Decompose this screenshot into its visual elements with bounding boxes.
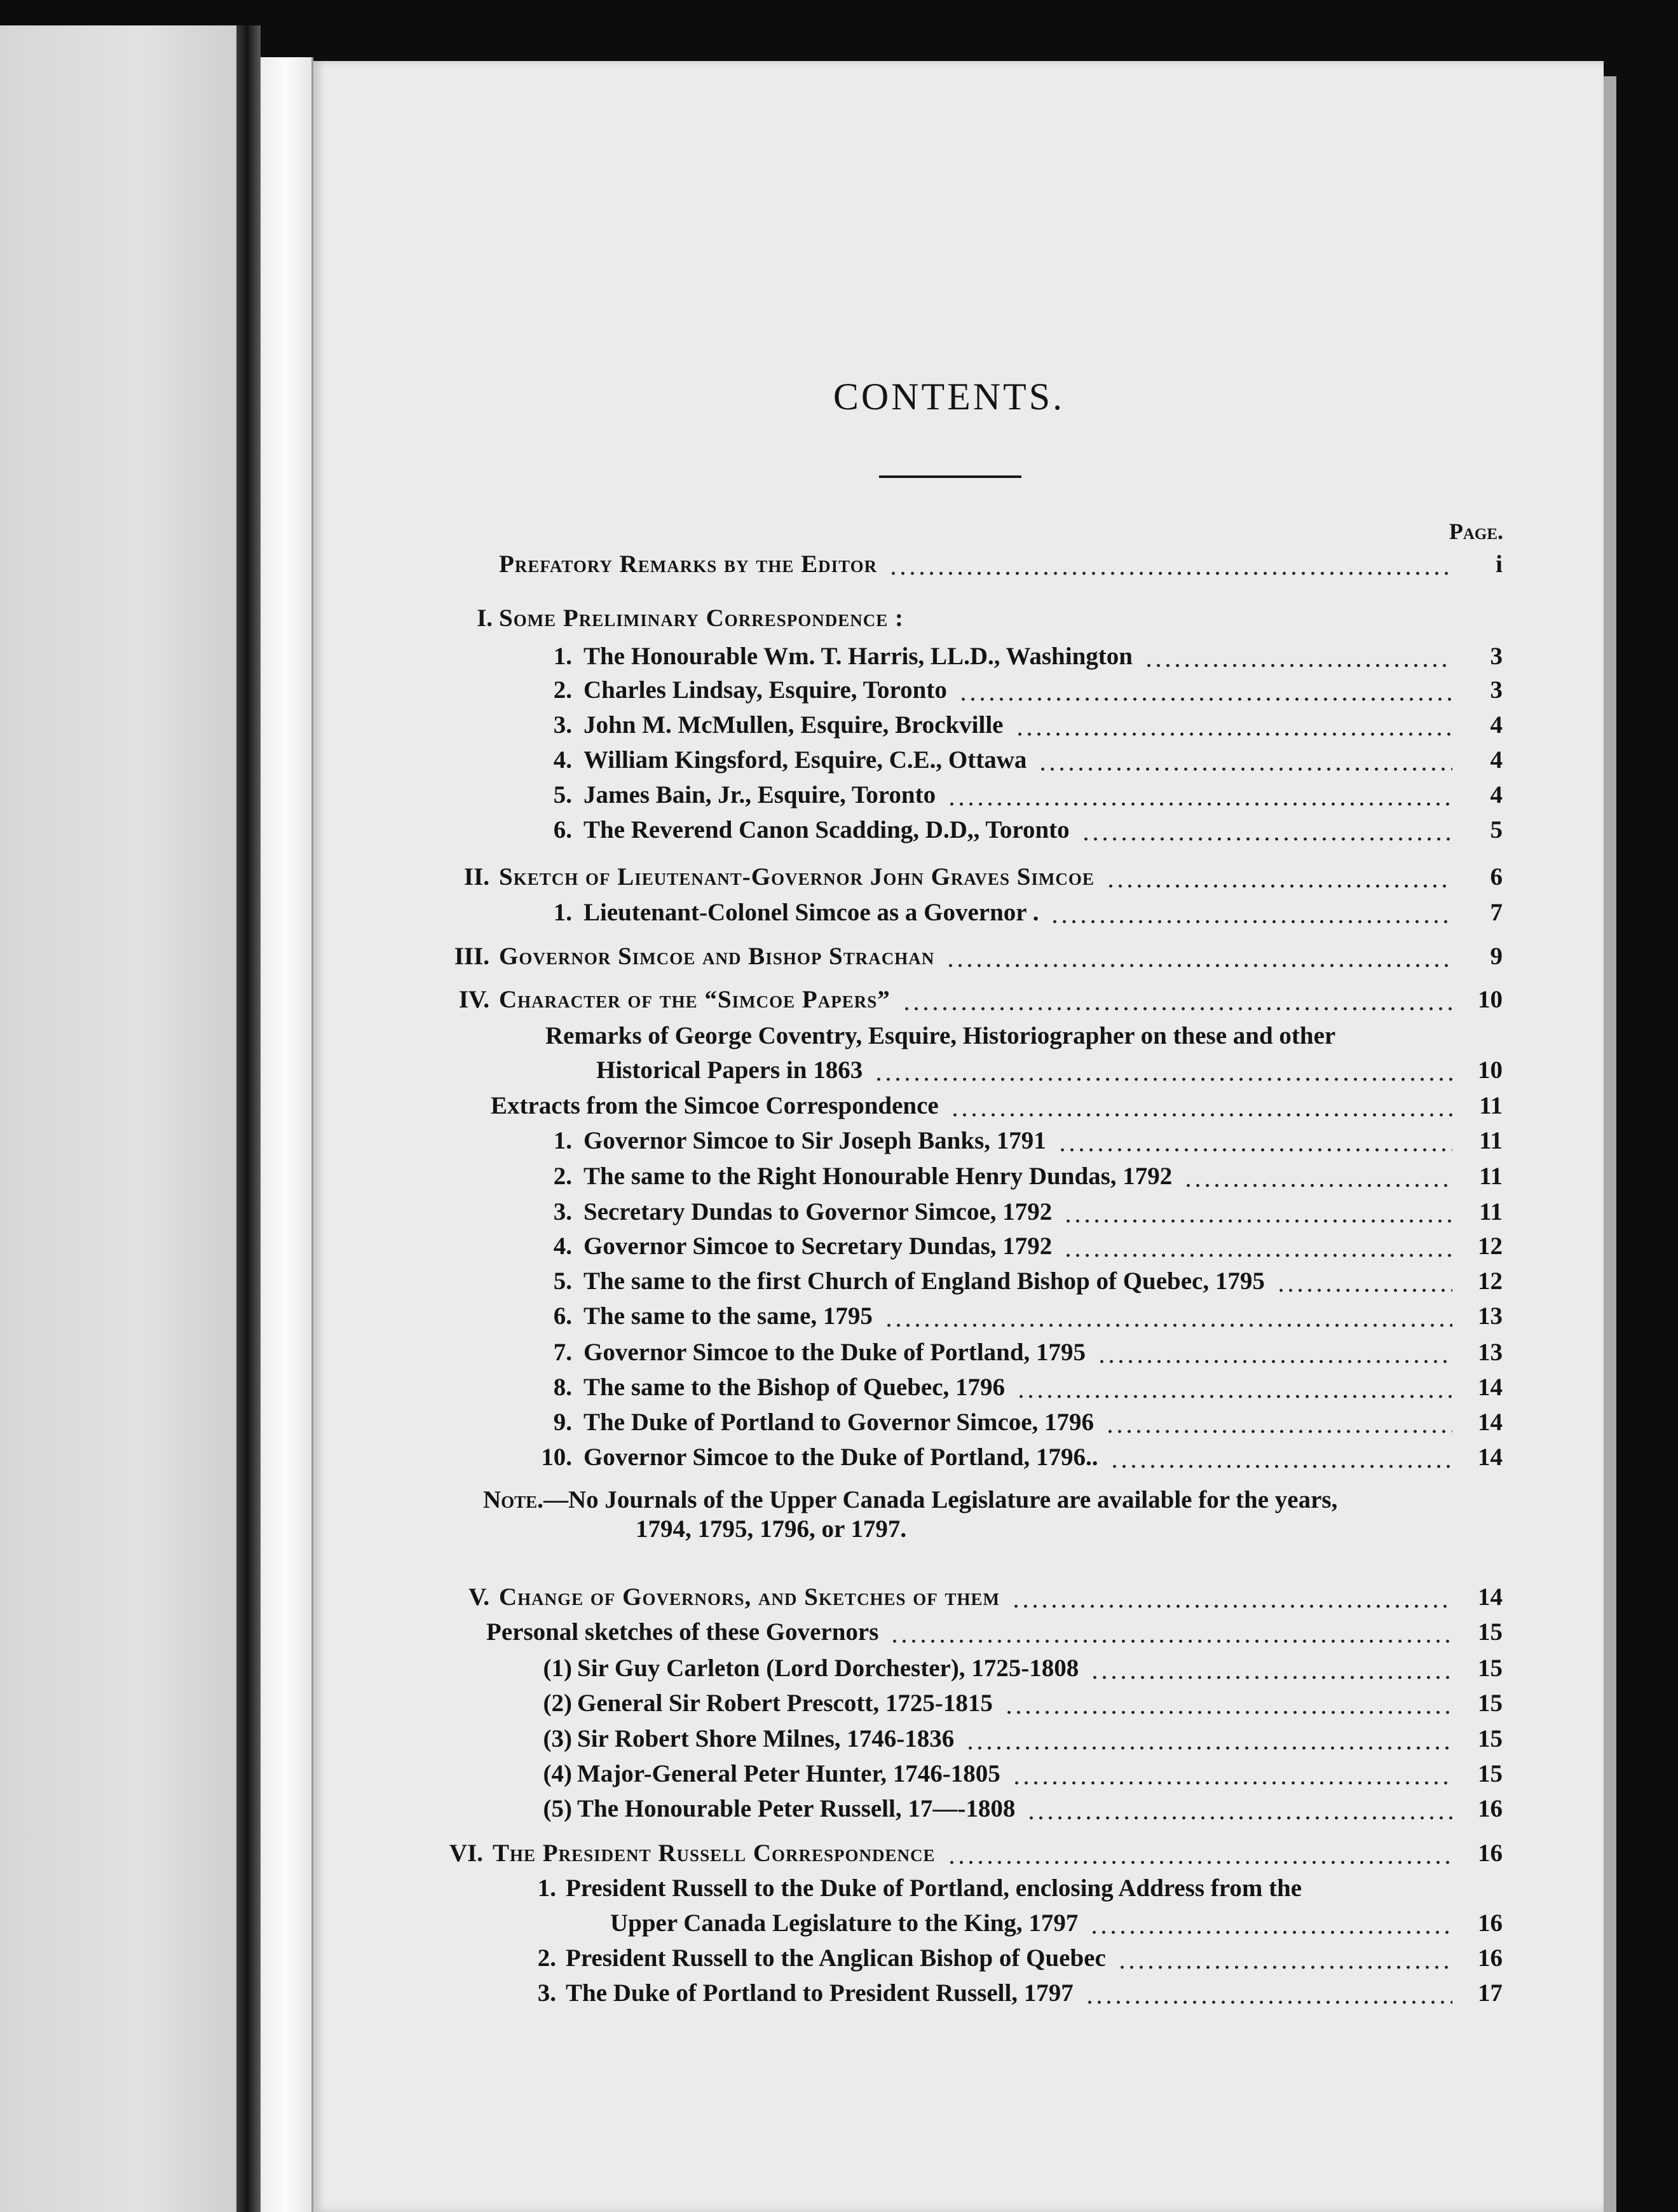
toc-entry bbox=[0, 1721, 1678, 1757]
toc-entry bbox=[0, 1405, 1678, 1440]
toc-entry bbox=[0, 1941, 1678, 1976]
toc-entry-title: The Duke of Portland to Governor Simcoe, 1796 bbox=[583, 1409, 1095, 1436]
toc-entry-page: 14 bbox=[1478, 1374, 1503, 1401]
toc-entry-page: 11 bbox=[1479, 1127, 1503, 1154]
toc-entry-number: V. bbox=[468, 1583, 489, 1611]
toc-entry-title: Change of Governors, and Sketches of them bbox=[499, 1583, 1000, 1611]
toc-entry-number: 7. bbox=[553, 1339, 572, 1366]
toc-entry bbox=[0, 777, 1678, 813]
toc-entry-number: 9. bbox=[553, 1409, 572, 1436]
toc-entry-number: 5. bbox=[553, 781, 572, 809]
dot-leader bbox=[946, 939, 1452, 974]
toc-entry bbox=[0, 1440, 1678, 1475]
toc-entry-page: 15 bbox=[1478, 1690, 1503, 1717]
toc-entry-number: 6. bbox=[553, 816, 572, 843]
toc-entry-number: (5) bbox=[543, 1795, 572, 1822]
title-rule bbox=[879, 475, 1021, 478]
toc-entry-page: 9 bbox=[1490, 943, 1503, 970]
toc-entry-number: 1. bbox=[553, 899, 572, 926]
toc-entry-title: Upper Canada Legislature to the King, 1797 bbox=[610, 1909, 1079, 1937]
note-label: Note. bbox=[483, 1486, 543, 1513]
toc-entry-number: 5. bbox=[553, 1267, 572, 1295]
toc-entry bbox=[0, 982, 1678, 1018]
toc-entry-number: II. bbox=[463, 863, 489, 891]
toc-entry bbox=[0, 742, 1678, 778]
dot-leader bbox=[1085, 1976, 1452, 2011]
toc-entry-title: Remarks of George Coventry, Esquire, Historiographer on these and other bbox=[545, 1022, 1336, 1049]
dot-leader bbox=[1106, 859, 1452, 895]
toc-entry-title: Sir Guy Carleton (Lord Dorchester), 1725-1808 bbox=[577, 1655, 1079, 1682]
toc-entry-number: 2. bbox=[553, 1163, 572, 1190]
toc-entry-title: Extracts from the Simcoe Correspondence bbox=[491, 1092, 939, 1119]
dot-leader bbox=[1276, 1264, 1452, 1299]
toc-entry-page: 16 bbox=[1478, 1840, 1503, 1867]
toc-entry-title: James Bain, Jr., Esquire, Toronto bbox=[583, 781, 936, 809]
dot-leader bbox=[1050, 895, 1452, 931]
dot-leader bbox=[1058, 1123, 1452, 1159]
toc-entry-page: 12 bbox=[1478, 1267, 1503, 1295]
toc-entry-title: Historical Papers in 1863 bbox=[596, 1056, 863, 1084]
toc-entry bbox=[0, 1580, 1678, 1615]
dot-leader bbox=[947, 777, 1452, 813]
toc-entry bbox=[0, 1906, 1678, 1941]
dot-leader bbox=[890, 1615, 1452, 1650]
toc-entry-title: Governor Simcoe and Bishop Strachan bbox=[499, 943, 935, 970]
toc-entry-page: 15 bbox=[1478, 1618, 1503, 1646]
dot-leader bbox=[1081, 812, 1452, 848]
toc-entry bbox=[0, 812, 1678, 848]
dot-leader bbox=[958, 672, 1452, 708]
toc-entry-page: 16 bbox=[1478, 1909, 1503, 1937]
toc-entry-title: Major-General Peter Hunter, 1746-1805 bbox=[577, 1760, 1000, 1787]
toc-entry-number: 3. bbox=[537, 1979, 556, 2007]
toc-entry-title: President Russell to the Duke of Portland, enclosing Address from the bbox=[566, 1874, 1302, 1902]
toc-entry-title: Personal sketches of these Governors bbox=[486, 1618, 879, 1646]
toc-entry bbox=[0, 1123, 1678, 1159]
toc-entry bbox=[0, 1836, 1678, 1871]
toc-entry-number: III. bbox=[454, 943, 489, 970]
toc-entry-page: 6 bbox=[1490, 863, 1503, 891]
dot-leader bbox=[1144, 639, 1452, 674]
toc-entry-title: Some Preliminary Correspondence : bbox=[499, 604, 904, 632]
toc-entry bbox=[0, 1335, 1678, 1370]
toc-entry bbox=[0, 639, 1678, 674]
toc-entry-number: 2. bbox=[537, 1944, 556, 1972]
toc-entry bbox=[0, 1194, 1678, 1230]
toc-entry-number: I. bbox=[477, 604, 493, 632]
toc-entry-page: 11 bbox=[1479, 1198, 1503, 1225]
toc-entry bbox=[0, 1053, 1678, 1088]
toc-entry-title: Prefatory Remarks by the Editor bbox=[499, 550, 878, 578]
toc-entry-title: President Russell to the Anglican Bishop of Quebec bbox=[566, 1944, 1106, 1972]
dot-leader bbox=[1027, 1791, 1452, 1827]
toc-entry-number: 3. bbox=[553, 1198, 572, 1225]
toc-entry bbox=[0, 1159, 1678, 1194]
toc-entry-title: Secretary Dundas to Governor Simcoe, 1792 bbox=[583, 1198, 1053, 1225]
toc-entry-page: 11 bbox=[1479, 1163, 1503, 1190]
toc-entry-title: The same to the Right Honourable Henry Dundas, 1792 bbox=[583, 1163, 1173, 1190]
toc-entry-number: (1) bbox=[543, 1655, 572, 1682]
dot-leader bbox=[1097, 1335, 1452, 1370]
toc-entry-page: 10 bbox=[1478, 986, 1503, 1013]
page-column-header: Page. bbox=[1449, 519, 1503, 544]
toc-entry-number: IV. bbox=[458, 986, 489, 1013]
toc-entry-title: Governor Simcoe to Secretary Dundas, 1792 bbox=[583, 1232, 1053, 1260]
toc-entry bbox=[0, 895, 1678, 931]
dot-leader bbox=[1012, 1756, 1452, 1792]
toc-entry-title: The Reverend Canon Scadding, D.D,, Toronto bbox=[583, 816, 1070, 843]
toc-entry-page: 15 bbox=[1478, 1760, 1503, 1787]
note-line-1: —No Journals of the Upper Canada Legislature are available for the years, bbox=[543, 1486, 1338, 1513]
toc-entry-number: 10. bbox=[541, 1444, 572, 1471]
toc-entry-page: 11 bbox=[1479, 1092, 1503, 1119]
toc-entry-title: William Kingsford, Esquire, C.E., Ottawa bbox=[583, 746, 1027, 774]
dot-leader bbox=[1015, 707, 1453, 743]
toc-entry bbox=[0, 1871, 1678, 1906]
toc-entry bbox=[0, 1018, 1678, 1054]
toc-entry-title: The Honourable Wm. T. Harris, LL.D., Washington bbox=[583, 643, 1133, 670]
toc-entry bbox=[0, 1976, 1678, 2011]
toc-entry-page: 16 bbox=[1478, 1944, 1503, 1972]
toc-entry-page: 14 bbox=[1478, 1409, 1503, 1436]
toc-entry-page: 16 bbox=[1478, 1795, 1503, 1822]
page-title: CONTENTS. bbox=[833, 376, 1065, 418]
toc-entry-page: 13 bbox=[1478, 1302, 1503, 1330]
dot-leader bbox=[1063, 1194, 1452, 1230]
toc-entry-page: 14 bbox=[1478, 1444, 1503, 1471]
toc-entry-number: 1. bbox=[553, 643, 572, 670]
toc-entry-number: (2) bbox=[543, 1690, 572, 1717]
toc-entry-page: 4 bbox=[1490, 711, 1503, 739]
dot-leader bbox=[902, 982, 1452, 1018]
toc-entry-title: General Sir Robert Prescott, 1725-1815 bbox=[577, 1690, 993, 1717]
toc-entry bbox=[0, 1686, 1678, 1721]
toc-entry-title: Governor Simcoe to Sir Joseph Banks, 1791 bbox=[583, 1127, 1046, 1154]
toc-entry-title: Governor Simcoe to the Duke of Portland, 1796.. bbox=[583, 1444, 1098, 1471]
toc-entry bbox=[0, 1299, 1678, 1334]
toc-entry-title: Charles Lindsay, Esquire, Toronto bbox=[583, 676, 947, 704]
dot-leader bbox=[965, 1721, 1452, 1757]
toc-entry-number: 8. bbox=[553, 1374, 572, 1401]
toc-entry-title: Sketch of Lieutenant-Governor John Graves Simcoe bbox=[499, 863, 1095, 891]
toc-entry bbox=[0, 939, 1678, 974]
dot-leader bbox=[1038, 742, 1452, 778]
note-paragraph bbox=[483, 1485, 1449, 1544]
dot-leader bbox=[947, 1836, 1452, 1871]
toc-entry bbox=[0, 1370, 1678, 1405]
toc-entry-number: 4. bbox=[553, 1232, 572, 1260]
toc-entry-page: 5 bbox=[1490, 816, 1503, 843]
toc-entry-page: 10 bbox=[1478, 1056, 1503, 1084]
dot-leader bbox=[1063, 1229, 1452, 1264]
toc-entry-title: The same to the Bishop of Quebec, 1796 bbox=[583, 1374, 1005, 1401]
toc-entry-page: 3 bbox=[1490, 676, 1503, 704]
toc-entry-title: John M. McMullen, Esquire, Brockville bbox=[583, 711, 1004, 739]
toc-entry bbox=[0, 672, 1678, 708]
toc-entry-number: 2. bbox=[553, 676, 572, 704]
toc-entry-title: Sir Robert Shore Milnes, 1746-1836 bbox=[577, 1725, 955, 1752]
toc-entry-number: 4. bbox=[553, 746, 572, 774]
toc-entry-title: Lieutenant-Colonel Simcoe as a Governor . bbox=[583, 899, 1039, 926]
toc-entry-page: 7 bbox=[1490, 899, 1503, 926]
toc-entry-title: Governor Simcoe to the Duke of Portland, 1795 bbox=[583, 1339, 1086, 1366]
toc-entry bbox=[0, 859, 1678, 895]
toc-entry-page: 17 bbox=[1478, 1979, 1503, 2007]
toc-entry bbox=[0, 1615, 1678, 1650]
dot-leader bbox=[1117, 1941, 1452, 1976]
toc-entry-page: 13 bbox=[1478, 1339, 1503, 1366]
dot-leader bbox=[1105, 1405, 1452, 1440]
toc-entry-title: The Duke of Portland to President Russell, 1797 bbox=[566, 1979, 1074, 2007]
toc-entry-page: i bbox=[1496, 550, 1503, 578]
toc-entry bbox=[0, 1088, 1678, 1124]
toc-entry-number: 3. bbox=[553, 711, 572, 739]
dot-leader bbox=[1016, 1370, 1452, 1405]
toc-entry-number: (4) bbox=[543, 1760, 572, 1787]
toc-entry-title: Character of the “Simcoe Papers” bbox=[499, 986, 890, 1013]
toc-entry-number: (3) bbox=[543, 1725, 572, 1752]
toc-entry-page: 14 bbox=[1478, 1583, 1503, 1611]
note-line-2: 1794, 1795, 1796, or 1797. bbox=[636, 1515, 907, 1543]
dot-leader bbox=[1110, 1440, 1452, 1475]
toc-entry-page: 12 bbox=[1478, 1232, 1503, 1260]
dot-leader bbox=[950, 1088, 1452, 1124]
toc-entry bbox=[0, 1651, 1678, 1686]
toc-entry bbox=[0, 707, 1678, 743]
toc-entry-title: The same to the same, 1795 bbox=[583, 1302, 873, 1330]
dot-leader bbox=[1004, 1686, 1452, 1721]
toc-entry-page: 15 bbox=[1478, 1655, 1503, 1682]
toc-entry-number: 1. bbox=[537, 1874, 556, 1902]
dot-leader bbox=[1183, 1159, 1452, 1194]
dot-leader bbox=[884, 1299, 1452, 1334]
dot-leader bbox=[1089, 1906, 1452, 1941]
dot-leader bbox=[1011, 1580, 1452, 1615]
toc-entry-page: 4 bbox=[1490, 781, 1503, 809]
dot-leader bbox=[874, 1053, 1452, 1088]
toc-entry bbox=[0, 601, 1678, 636]
toc-entry-title: The Honourable Peter Russell, 17—-1808 bbox=[577, 1795, 1016, 1822]
toc-entry-number: 1. bbox=[553, 1127, 572, 1154]
toc-entry bbox=[0, 547, 1678, 582]
dot-leader bbox=[889, 547, 1452, 582]
toc-entry bbox=[0, 1229, 1678, 1264]
toc-entry-number: VI. bbox=[449, 1840, 483, 1867]
dot-leader bbox=[1090, 1651, 1452, 1686]
toc-entry bbox=[0, 1264, 1678, 1299]
toc-entry-page: 4 bbox=[1490, 746, 1503, 774]
toc-entry-page: 15 bbox=[1478, 1725, 1503, 1752]
toc-entry-number: 6. bbox=[553, 1302, 572, 1330]
toc-entry-title: The same to the first Church of England Bishop of Quebec, 1795 bbox=[583, 1267, 1265, 1295]
toc-entry-page: 3 bbox=[1490, 643, 1503, 670]
toc-entry-title: The President Russell Correspondence bbox=[493, 1840, 936, 1867]
toc-entry bbox=[0, 1756, 1678, 1792]
toc-entry bbox=[0, 1791, 1678, 1827]
